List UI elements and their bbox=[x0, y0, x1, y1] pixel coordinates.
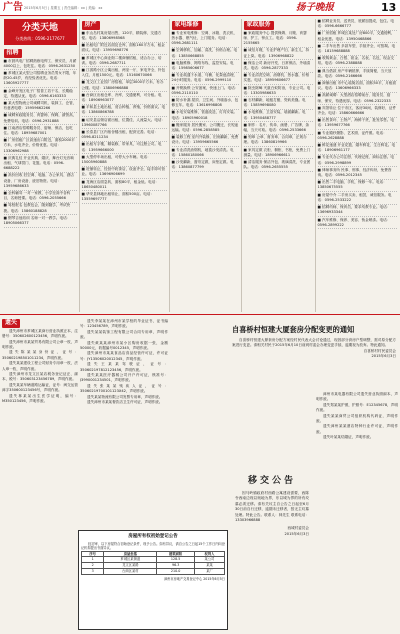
notice-signature: 自喜桥村村民委员会 bbox=[363, 348, 396, 353]
classified-ad: 遗失陈某某身份证，证号：350602198501011234，声明作废。 bbox=[2, 350, 78, 360]
classified-ad: ■ 家具定做 衣柜、橱柜、书柜，免费上门测量。电话：18906966611 bbox=[244, 148, 313, 160]
classified-ad: 遗失郑某某护照，护照号：E12345678，声明作废。 bbox=[316, 402, 398, 413]
classified-ad: ■ 钢琴吉他培训 名师一对一教学。电话：18905066377 bbox=[4, 216, 77, 228]
classified-ad: ■ 沙发翻新，窗帘定做，床垫定做。电话：13860877799 bbox=[172, 160, 239, 172]
classified-ad: ■ 诚聘家政服务员、育婴师、保姆，薪资高，免费培训。电话：0596-2931888 bbox=[4, 113, 77, 125]
classified-ad: 遗失某某车辆道路运输证，证号：闽交运管漳字350600123456号，声明作废。 bbox=[2, 382, 78, 393]
classified-ad: 遗失漳州市某某食品店食品经营许可证，许可证号：JY13506020012345，声明作废。 bbox=[80, 351, 168, 361]
issue-meta: 2015年6月5日 | 星期五 | 责任编辑：xx | 美编：xx bbox=[24, 6, 103, 10]
classified-ad: ■ 华安县林地出租转让，面积500亩。电话：13559697777 bbox=[82, 192, 167, 204]
classified-ad: ■ 鲜花速递 开业花篮、婚车鲜花、生日鲜花。电话：18906961177 bbox=[318, 143, 397, 155]
classified-ad: ■ 江南酒店招聘服务员、厨师、保洁，包吃住。电话：18959687001 bbox=[4, 126, 77, 138]
table-cell: 某公司 bbox=[194, 557, 224, 563]
section-divider bbox=[0, 314, 400, 315]
table-cell: 210.0 bbox=[157, 569, 195, 575]
classified-ad: 遗失某某建设工程公司财务专用章一枚，法人章一枚，声明作废。 bbox=[2, 361, 78, 371]
classified-ad: ■ 大型停车场出租，可停大小车辆。电话：15005960888 bbox=[82, 155, 167, 167]
lost-notice-column-left bbox=[2, 317, 78, 634]
table-cell: 龙文区某路 bbox=[104, 563, 157, 569]
page-header bbox=[0, 0, 400, 16]
relocation-date: 2015年6月3日 bbox=[284, 531, 309, 536]
classified-ad: ■ 某大型物流公司诚聘司机、装卸工、仓管，有意者电联：15959662266 bbox=[4, 101, 77, 113]
table-cell: 3 bbox=[82, 569, 104, 575]
ad-list bbox=[4, 59, 77, 228]
classified-ad: ■ 装修工程 室内外装修，旧房翻新，免费设计。电话：13959665566 bbox=[172, 135, 239, 147]
table-header-cell: 房屋坐落 bbox=[104, 551, 157, 557]
classified-ad: ■ 金峰开发区电子厂招普工若干名，长期稳定，待遇从优。电话：0596-6163333 bbox=[4, 89, 77, 101]
relocation-signature: 西城村委员会 bbox=[287, 526, 309, 531]
classified-ad: ■ 二手车出售 多款车型，手续齐全，可按揭。电话：18159688888 bbox=[318, 44, 397, 56]
classified-ad: ■ 高薪诚聘：大型酒店招聘前台、服务员、厨师、保安，待遇优厚。电话：0596-2322333 bbox=[318, 93, 397, 105]
category-label: 房产 bbox=[82, 21, 100, 30]
table-header-cell: 权利人 bbox=[194, 551, 224, 557]
table-header-cell: 建筑面积 bbox=[157, 551, 195, 557]
classified-ad: ■ 律师事务所 民事、刑事、经济纠纷，免费咨询。电话：0596-2012345 bbox=[318, 168, 397, 180]
section-title: 广告 bbox=[3, 2, 23, 13]
classified-ad: ■ 家政服务中心 提供保姆、月嫂、育婴师、护工、钟点工。电话：0596-2155665 bbox=[244, 31, 313, 48]
classified-ad: ■ 汽车维修、保养、美容、钣金喷漆。电话：0596-2899222 bbox=[318, 218, 397, 230]
classified-ad: ■ 出租写字楼，精装修，带家具，可注册公司。电话：13959666000 bbox=[82, 142, 167, 154]
lost-notice-column-middle bbox=[80, 319, 168, 519]
table-footer: 漳州市房地产交易登记中心 2015年6月5日 bbox=[164, 576, 225, 581]
classified-ad: ■ 专业清洗空调、油烟机、热水器，价格实惠。电话：18959606677 bbox=[244, 73, 313, 85]
classified-ad: 遗失叶某某结婚证，声明作废。 bbox=[323, 435, 374, 440]
classified-ad: ■ 旺铺转让，经营中奶茶店，设备齐全，接手即可营业。电话：13696906699 bbox=[82, 167, 167, 179]
table-cell: 2 bbox=[82, 563, 104, 569]
classified-column-5 bbox=[316, 19, 398, 312]
classified-ad: 遗失黄某某漳州市某小区购房收据一张，金额50000元，收据编号0012345，声明作废。 bbox=[80, 340, 168, 351]
table-cell: 某厂 bbox=[194, 569, 224, 575]
notice-headline: 自喜桥村恒建大厦套房分配变更的通知 bbox=[232, 325, 355, 334]
classified-ad: ■ 龙海区店面急转，面积80平，租金低。电话：18650480011 bbox=[82, 180, 167, 192]
classified-ad: ■ 平和县土地出租，适合种植、养殖，价格面议。电话：13860866788 bbox=[82, 105, 167, 117]
classified-ad: ■ 清洁服务 保洁外包、玻璃清洗，专业团队。电话：0596-2655555 bbox=[244, 160, 313, 172]
classified-ad: ■ 芗城区某大型公司招聘业务员男女不限，年龄20-45岁，有经验者优先。电话：13605927777 bbox=[4, 71, 77, 88]
classified-ad: ■ 电脑维修、网络布线、监控安装。电话：15985606677 bbox=[172, 61, 239, 73]
classified-ad: ■ 商铺出租 市中心临街店面，面积50平，月租面议。电话：13606966333 bbox=[318, 81, 397, 93]
classified-ad: ■ 制作：名片、传单、画册、广告牌，条幅，当天可取。电话：0596-2533666 bbox=[244, 123, 313, 135]
classified-ad: ■ 庆典礼仪 开业庆典、婚庆、舞台灯光音响出租、气球拱门、花篮。电话：0596-6688222 bbox=[4, 156, 77, 173]
classified-ad: ■ 厂房招租厂区高速出口附近，面积2000平方米，水电齐全，价格优惠。电话：13306962988 bbox=[4, 138, 77, 155]
lost-notice-list bbox=[2, 329, 78, 405]
category-label: 家电维修 bbox=[172, 21, 202, 30]
classified-ad: ■ 空调移机、加氟、清洗，价格合理。电话：13850668855 bbox=[172, 48, 239, 60]
classified-ad: ■ 厂房招租 芗城区某处厂房800平，交通便利，租金优惠。电话：13950468866 bbox=[318, 31, 397, 43]
classified-ad: 遗失某某商贸公司组织机构代码证，声明作废。 bbox=[316, 413, 398, 424]
classified-ad: ■ 专业清洗油烟机，地毯沙发清洗。电话：15860180066 bbox=[172, 148, 239, 160]
classified-ad: ■ 东山岛村某房屋出售，120平，精装修，交通方便。电话：13806998568 bbox=[82, 31, 167, 43]
registration-table-box bbox=[78, 530, 228, 630]
classified-ad: ■ 长泰县厂区内宿舍楼出租，配套完善。电话：0596-8211234 bbox=[82, 130, 167, 142]
category-label: 招聘 bbox=[4, 49, 22, 58]
classified-ad: ■ 芗城区中心商业街二楼商铺招租，适合办公、培训。电话：0596-2687711 bbox=[82, 56, 167, 68]
classified-ad: 遗失王某某驾驶证，证号：350602197812123456，声明作废。 bbox=[80, 362, 168, 372]
classified-ad: 遗失漳州市某某餐饮店卫生许可证，声明作废。 bbox=[87, 400, 163, 405]
classified-ad: ■ 专业婚纱摄影、艺术照、证件照。电话：0596-2628888 bbox=[318, 131, 397, 143]
classified-ad: 遗失李某某在漳州市某学校的毕业证书，证书编号：123456789，声明作废。 bbox=[80, 319, 168, 329]
classified-ad: ■ 宾馆转让 位于市区，客房30间，装修好，证件齐全。电话：15860666666 bbox=[318, 106, 397, 118]
classified-ad: ■ 全科辅导 一对一家教，小学至高中各科目，名师授课。电话：0596-2055666 bbox=[4, 191, 77, 203]
classified-ad: ■ 水电安装维修，管道改造，灯具安装。电话：18905960018 bbox=[172, 110, 239, 122]
classified-ad: ■ 专业家电维修：空调、冰箱、洗衣机、热水器、燃气灶，上门服务。电话：0596-2681111 bbox=[172, 31, 239, 48]
notice-body: 自喜桥村恒建大厦套房分配方案经村民代表大会讨论通过，现因部分套房户型调整，需对原分配方案进行变更。请相关村民于2015年6月10日前到村委会办理变更手续，逾期视为放弃。特此通知。 bbox=[232, 338, 396, 348]
classified-ad: ■ 房屋中介 二手房买卖、租赁，诚信服务。电话：0596-2533222 bbox=[318, 193, 397, 205]
classified-ad: ■ 高价回收 旧空调、电脑、办公家具、酒店设备、厂房设备、废旧物资。电话：13959686633 bbox=[4, 173, 77, 190]
classified-ad: ■ 除虫除蟑 灭鼠白蚁防治，专业公司。电话：13305986633 bbox=[244, 86, 313, 98]
classified-ad: 遗失某某装饰工程有限公司合同专用章，声明作废。 bbox=[80, 329, 168, 340]
classified-brand-title: 分类天地 bbox=[21, 23, 58, 33]
relocation-body: 因马岭镇政府村西路公寓建设需要，西陈寺西南边现以奥地为界，东以城为界的所有坟墓必须迁移。请有关坟主自公告之日起至6月30日前自行迁移，逾期未迁移者，按无主坟墓处理。特此公告。联系人：林先生 联系电话：13303966888 bbox=[235, 491, 309, 523]
classified-ad: ■ 专业疏通下水道、马桶、化粪池清理，24小时服务。电话：0596-2999110 bbox=[172, 73, 239, 85]
classified-ad: 遗失某某医疗器械公司开户许可证，核准号：J3990001234501，声明作废。 bbox=[80, 373, 168, 383]
classified-ad: ■ 招聘幼师、保育员，要求幼教专业。电话：13696933344 bbox=[318, 205, 397, 217]
classified-ad: ■ 防水补漏 屋顶、卫生间、外墙渗水，包修五年。电话：13616998808 bbox=[172, 98, 239, 110]
ad-list bbox=[244, 31, 313, 172]
table-intro: 经初审，以下房屋符合初始登记条件，现予公告。如有异议，请自公告之日起15个工作日内向登记机构提出书面异议。 bbox=[81, 541, 225, 551]
notice-body-block bbox=[232, 338, 396, 388]
classified-ad: ■ 招聘业务员、送货员，底薪加提成，包住。电话：0596-6666777 bbox=[318, 19, 397, 31]
classified-ad: ■ 江滨路小区公寓出租，两室一厅，家电齐全，拎包入住，月租1500元。电话：15160670066 bbox=[82, 68, 167, 80]
classified-ad: 遗失张某某残疾人证，证号：35060219700101123X42，声明作废。 bbox=[80, 383, 168, 394]
classified-ad: ■ 出售二手电脑、手机，保修一年。电话：13850675555 bbox=[318, 180, 397, 192]
classified-ad: ■ 典当借款 房产车辆抵押，手续简便，当天放款。电话：0596-2166666 bbox=[318, 69, 397, 81]
classified-ad: 遗失漳州某某酒店特种行业许可证，声明作废。 bbox=[316, 424, 398, 434]
table-header-cell: 序号 bbox=[82, 551, 104, 557]
table-cell: 1 bbox=[82, 557, 104, 563]
table-body bbox=[82, 557, 225, 574]
relocation-notice bbox=[232, 470, 312, 630]
classified-ad: 遗失漳州市龙文区某店税务登记证正、副本，税号：350603123456789，声明作废。 bbox=[2, 371, 78, 382]
lost-notice-column-right bbox=[316, 392, 398, 632]
classified-ad: 遗失某某物流有限公司发票专用章，声明作废。 bbox=[87, 394, 163, 399]
classified-brand-block bbox=[4, 19, 77, 45]
classified-ad: 遗失漳州市某某贸易有限公司公章一枚，声明作废。 bbox=[2, 339, 78, 349]
classified-ad: ■ 出租电厂附近店面及仓库，面积160平方米，租金面议。电话：13959698776 bbox=[82, 43, 167, 55]
newspaper-logo: 扬子晚报 bbox=[296, 2, 335, 13]
classified-column-2 bbox=[80, 19, 168, 312]
table-cell: 128.5 bbox=[157, 557, 195, 563]
classified-ad: ■ 诚信月嫂，专业护理产妇、新生儿，持证上岗。电话：13906968822 bbox=[244, 48, 313, 60]
table-cell: 96.3 bbox=[157, 563, 195, 569]
classified-ad: ■ 刻章 公章、财务章、合同章，正规办理。电话：13860819966 bbox=[244, 135, 313, 147]
classified-column-4 bbox=[242, 19, 314, 312]
category-label: 遗失 bbox=[2, 319, 20, 328]
lost-notice-list bbox=[316, 392, 398, 441]
table-cell: 某某 bbox=[194, 563, 224, 569]
classified-ad: ■ 专业代办公司注册、代理记账、商标注册。电话：0596-2998899 bbox=[318, 155, 397, 167]
classified-ad: ■ 开锁换锁 公安备案，快速上门。电话：0596-2110110 bbox=[172, 86, 239, 98]
classified-ad: ■ 石材翻新，地板打蜡，瓷砖美缝。电话：15859698080 bbox=[244, 98, 313, 110]
classified-ad: ■ 水电维修，卫浴安装，墙面翻新。电话：13950488777 bbox=[244, 110, 313, 122]
classified-ad: ■ 出售茶叶、土特产、海鲜干货，批发零售。电话：13959677766 bbox=[318, 118, 397, 130]
ad-list bbox=[172, 31, 239, 172]
classified-ad: 漳州市某电器有限公司遗失营业执照副本，声明作废。 bbox=[316, 392, 398, 402]
classified-ad: ■ 诏安县沿街店面出租，位置佳，人流量大。电话：13960087766 bbox=[82, 118, 167, 130]
classified-ad: ■ 搬家服务 居民搬家、公司搬迁，长短途运输。电话：0596-2858585 bbox=[172, 123, 239, 135]
classified-ad: 遗失林某某出生医学证明，编号：M350123456，声明作废。 bbox=[2, 393, 78, 403]
ad-list bbox=[82, 31, 167, 204]
registration-table bbox=[81, 551, 225, 575]
classified-ad: ■ 台商区出租仓库、冷库，交通便利，可分租。电话：18906963077 bbox=[82, 93, 167, 105]
table-title: 房屋所有权初始登记公告 bbox=[128, 534, 178, 539]
classified-hotline: 分类热线：0596-2177677 bbox=[15, 36, 65, 42]
notice-date: 2015年6月3日 bbox=[371, 354, 396, 359]
classified-ad: ■ 保洁公司 新房开荒、日常保洁、外墙清洗。电话：0596-2877333 bbox=[244, 61, 313, 73]
relocation-title: 移交公告 bbox=[247, 476, 296, 486]
table-cell: 芗城区某街道 bbox=[104, 557, 157, 563]
table-row bbox=[82, 569, 225, 575]
lost-notice-list bbox=[80, 319, 168, 406]
classified-column-3 bbox=[170, 19, 240, 312]
table-cell: 台商区某村 bbox=[104, 569, 157, 575]
classified-ad: ■ 驾校报名 包教包会，随到随学，考试快捷。电话：15860188828 bbox=[4, 203, 77, 215]
category-label: 家政服务 bbox=[244, 21, 274, 30]
classified-ad: ■ 收购黄金、白银、铂金、名表、名包，现金交易。电话：0596-2388888 bbox=[318, 56, 397, 68]
classified-ad: ■ 龙文区工业园厂房招租，单层3000平方米，有办公楼。电话：13806966888 bbox=[82, 80, 167, 92]
classified-ad: 遗失漳州市芗城区某商行营业执照正本，注册号：350602600123456，声明作废。 bbox=[2, 328, 78, 339]
ad-list bbox=[318, 19, 397, 229]
classified-column-1 bbox=[2, 19, 78, 312]
page-number: 13 bbox=[381, 1, 397, 14]
classified-ad: ■ 市鼓风电厂招聘熟练电焊工、保安员，月薪4000以上，包吃住。电话：0596-2631250 bbox=[4, 59, 77, 71]
